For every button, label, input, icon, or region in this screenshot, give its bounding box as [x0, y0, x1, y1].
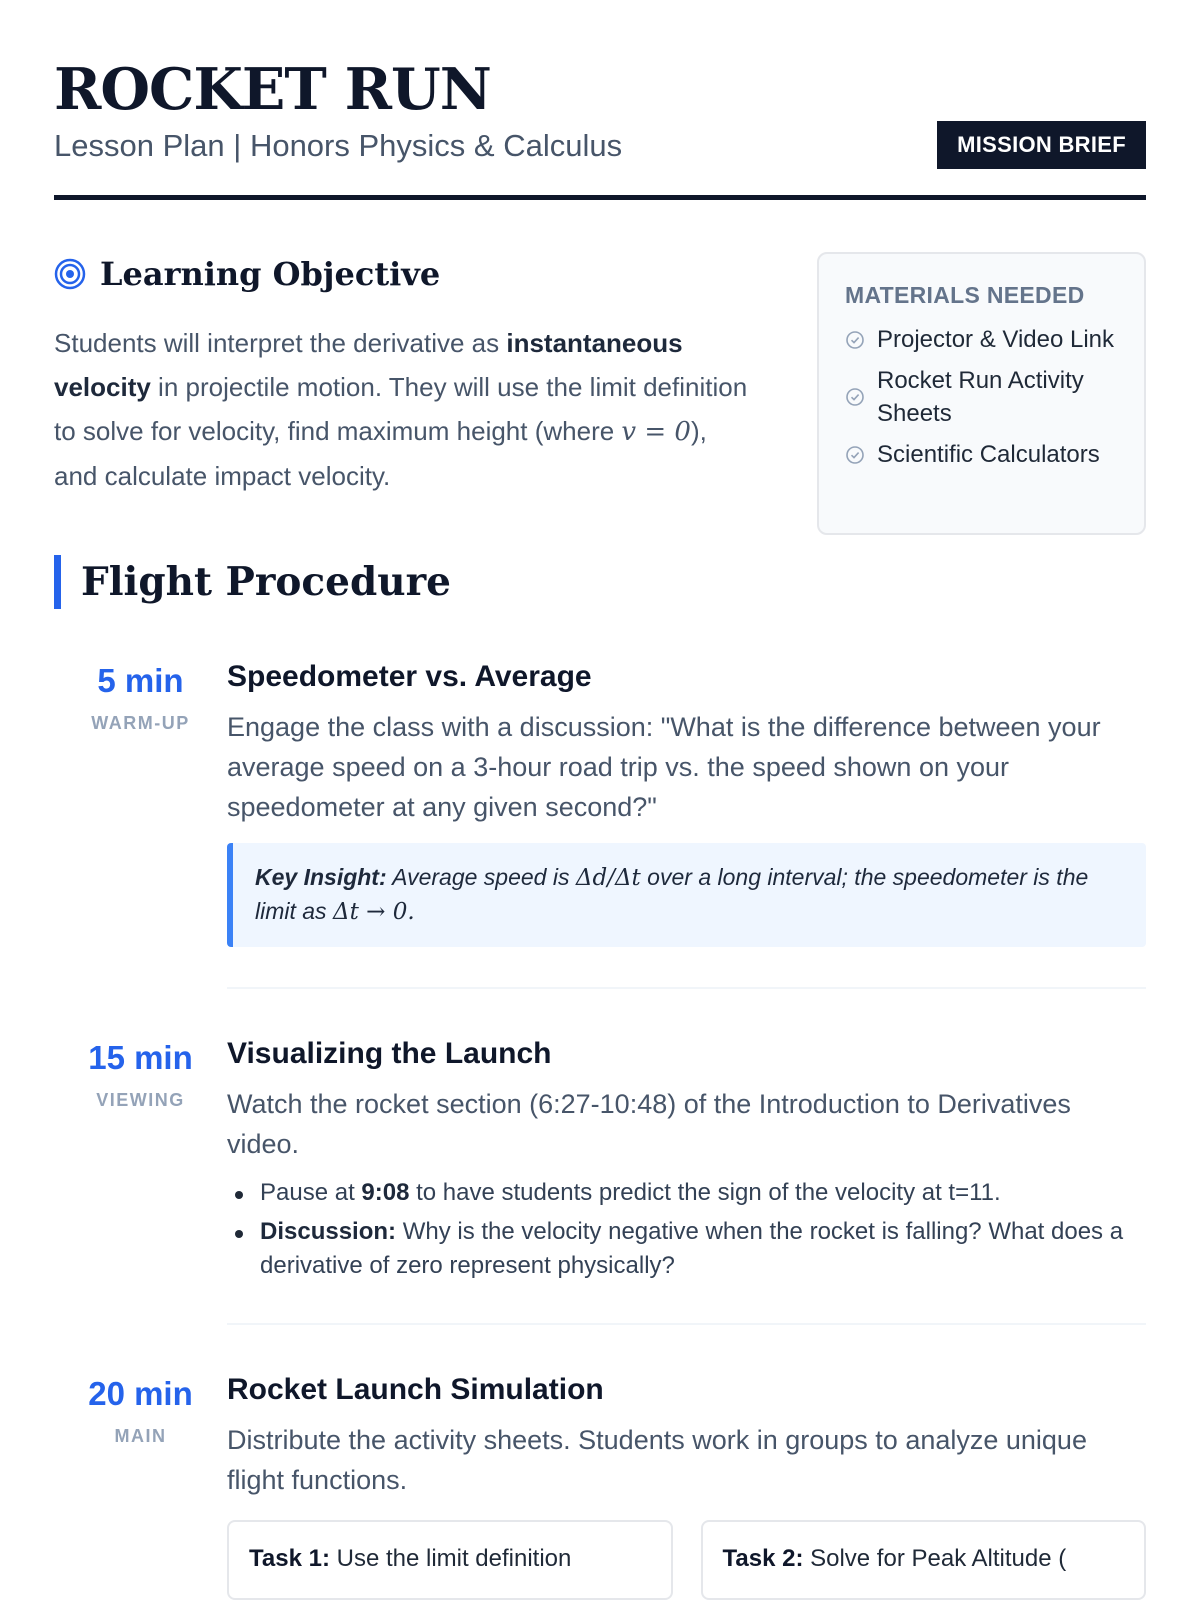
task-card — [227, 1520, 673, 1600]
step-duration: 5 min — [97, 662, 184, 699]
check-circle-icon — [845, 387, 865, 407]
procedure-step — [54, 1034, 1146, 1325]
page-header — [54, 0, 1146, 200]
bullet-item — [227, 1176, 1146, 1210]
step-text: Watch the rocket section (6:27-10:48) of the Introduction to Derivatives video. — [227, 1089, 1071, 1159]
task-label: Task 1: — [249, 1545, 330, 1572]
step-title: Visualizing the Launch — [227, 1037, 552, 1070]
objective-emphasis: instantaneous velocity — [54, 328, 683, 402]
step-text: Distribute the activity sheets. Students work in groups to analyze unique flight functions. — [227, 1425, 1087, 1495]
key-insight-callout — [227, 843, 1146, 947]
materials-heading: MATERIALS NEEDED — [845, 282, 1085, 308]
task-text: Solve for Peak Altitude ( — [803, 1545, 1067, 1572]
subtitle-separator: | — [233, 128, 242, 163]
insight-label: Key Insight: — [255, 864, 387, 890]
learning-objective — [54, 255, 754, 498]
mission-brief-badge: MISSION BRIEF — [937, 121, 1146, 169]
objective-heading: Learning Objective — [100, 255, 441, 293]
bullet-text: Why is the velocity negative when the rocket is falling? What does a derivative of zero represent physically? — [260, 1218, 1124, 1279]
materials-item — [845, 323, 1118, 356]
subtitle-course: Honors Physics & Calculus — [249, 128, 623, 163]
task-text: Use the limit definition — [329, 1545, 572, 1572]
bullet-text: Pause at — [260, 1179, 362, 1206]
step-timing — [54, 657, 227, 989]
task-card — [701, 1520, 1147, 1600]
materials-item — [845, 364, 1118, 430]
bullet-emphasis: 9:08 — [361, 1179, 410, 1206]
objective-math: v = 0 — [621, 417, 691, 447]
materials-item-label: Projector & Video Link — [877, 326, 1115, 353]
step-body — [227, 1370, 1146, 1600]
bullet-emphasis: Discussion: — [260, 1218, 397, 1245]
step-divider — [227, 987, 1146, 989]
bullet-item — [227, 1215, 1146, 1283]
objective-text-part: in projectile motion. They will use the limit definition to solve for velocity, find maximum height (where — [54, 372, 748, 446]
objective-header — [54, 255, 754, 293]
bullet-text: to have students predict the sign of the velocity at t=11. — [409, 1179, 1001, 1206]
step-body — [227, 1034, 1146, 1325]
objective-text-part: Students will interpret the derivative as — [54, 328, 507, 358]
objective-text — [54, 321, 754, 498]
page-title: ROCKET RUN — [54, 56, 491, 123]
step-phase: VIEWING — [96, 1090, 185, 1110]
objective-text-part: ), and calculate impact velocity. — [54, 416, 707, 491]
step-text: Engage the class with a discussion: "What is the difference between your average speed on a 3-hour road trip vs. the speed shown on your speedometer at any given second?" — [227, 712, 1101, 822]
insight-math: Δd/Δt — [575, 865, 641, 891]
step-timing — [54, 1034, 227, 1325]
step-title: Rocket Launch Simulation — [227, 1373, 604, 1406]
materials-item-label: Rocket Run Activity Sheets — [877, 367, 1084, 427]
subtitle-doc-type: Lesson Plan — [54, 128, 225, 163]
procedure-accent-bar — [54, 555, 61, 609]
procedure-step — [54, 657, 1146, 989]
task-cards — [227, 1520, 1146, 1600]
procedure-header — [54, 555, 1146, 609]
step-title: Speedometer vs. Average — [227, 660, 592, 693]
target-icon — [54, 258, 86, 290]
insight-text: over a long interval; the speedometer is the limit as — [255, 864, 1089, 924]
step-duration: 20 min — [88, 1375, 193, 1412]
step-body — [227, 657, 1146, 989]
insight-text: Average speed is — [386, 864, 576, 890]
materials-item-label: Scientific Calculators — [877, 441, 1100, 468]
materials-list — [845, 323, 1118, 471]
step-phase: WARM-UP — [91, 713, 190, 733]
check-circle-icon — [845, 330, 865, 350]
insight-math: Δt → 0. — [332, 899, 415, 925]
step-phase: MAIN — [114, 1426, 167, 1446]
step-timing — [54, 1370, 227, 1600]
check-circle-icon — [845, 445, 865, 465]
step-divider — [227, 1323, 1146, 1325]
materials-panel — [817, 252, 1146, 535]
step-bullets — [227, 1176, 1146, 1283]
step-duration: 15 min — [88, 1039, 193, 1076]
task-label: Task 2: — [722, 1545, 804, 1572]
procedure-heading: Flight Procedure — [81, 559, 451, 605]
materials-item — [845, 438, 1118, 471]
procedure-step — [54, 1370, 1146, 1600]
objective-row — [54, 200, 1146, 540]
